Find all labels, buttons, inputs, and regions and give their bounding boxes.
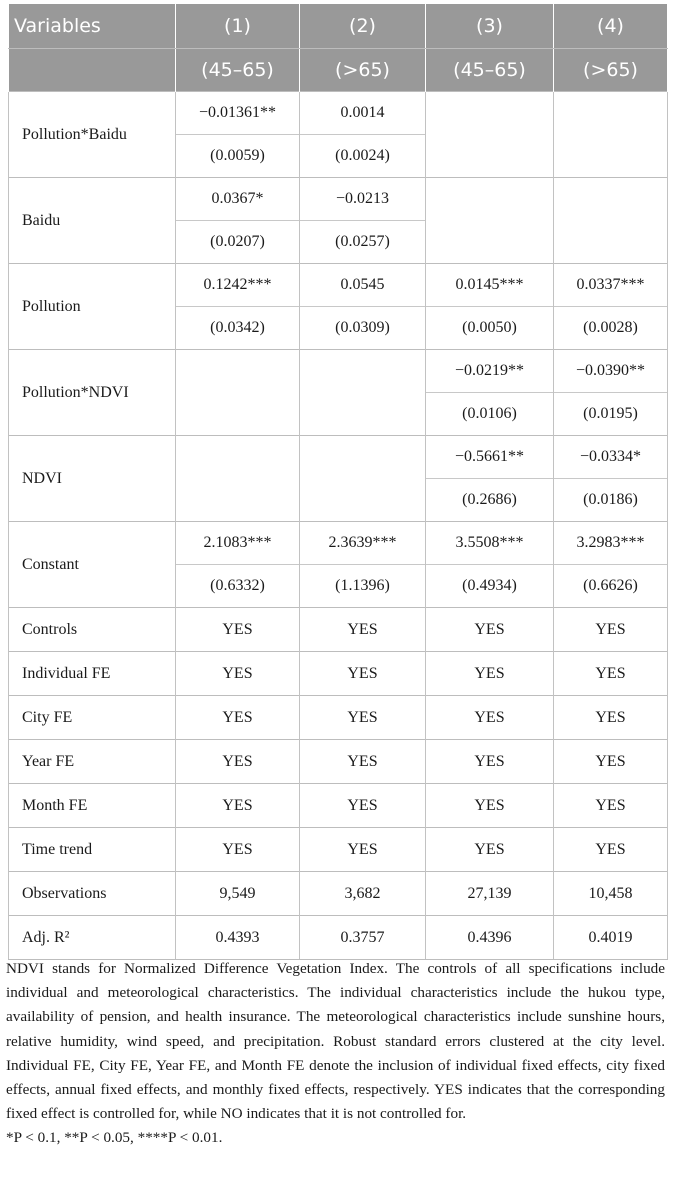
se-cell: (0.0059) xyxy=(176,135,300,178)
row-label: NDVI xyxy=(9,436,176,522)
se-cell: (0.0106) xyxy=(426,393,554,436)
se-cell: (0.6332) xyxy=(176,565,300,608)
se-cell: (0.0028) xyxy=(554,307,668,350)
coef-row-constant xyxy=(9,522,668,565)
value-cell: YES xyxy=(426,828,554,872)
value-cell: YES xyxy=(300,608,426,652)
se-cell: (0.0207) xyxy=(176,221,300,264)
coef-row-ndvi xyxy=(9,436,668,479)
se-cell: (0.6626) xyxy=(554,565,668,608)
value-cell: YES xyxy=(426,608,554,652)
row-label: Adj. R² xyxy=(9,916,176,960)
value-cell: YES xyxy=(426,740,554,784)
se-cell: (1.1396) xyxy=(300,565,426,608)
coef-cell: 2.1083*** xyxy=(176,522,300,565)
value-cell: YES xyxy=(554,784,668,828)
se-cell: (0.0195) xyxy=(554,393,668,436)
row-label: Baidu xyxy=(9,178,176,264)
value-cell: 0.4396 xyxy=(426,916,554,960)
significance-note: *P < 0.1, **P < 0.05, ****P < 0.01. xyxy=(6,1129,223,1147)
value-cell: YES xyxy=(426,652,554,696)
se-cell: (0.0024) xyxy=(300,135,426,178)
row-label: Constant xyxy=(9,522,176,608)
table-header xyxy=(9,4,668,92)
header-col-3: (3) xyxy=(426,4,554,49)
row-label: Time trend xyxy=(9,828,176,872)
header-age-col-4: (>65) xyxy=(554,49,668,92)
row-city-fe xyxy=(9,696,668,740)
coef-cell: 0.0145*** xyxy=(426,264,554,307)
coef-cell: −0.0219** xyxy=(426,350,554,393)
coef-cell: 0.0337*** xyxy=(554,264,668,307)
value-cell: YES xyxy=(176,740,300,784)
value-cell: YES xyxy=(300,652,426,696)
coef-row-pollution xyxy=(9,264,668,307)
row-month-fe xyxy=(9,784,668,828)
value-cell: YES xyxy=(300,696,426,740)
coef-cell xyxy=(176,350,300,436)
coef-cell: 0.1242*** xyxy=(176,264,300,307)
header-variables: Variables xyxy=(9,4,176,49)
coef-cell: 2.3639*** xyxy=(300,522,426,565)
value-cell: YES xyxy=(176,828,300,872)
value-cell: 0.4019 xyxy=(554,916,668,960)
header-row-age-groups xyxy=(9,49,668,92)
value-cell: YES xyxy=(300,828,426,872)
header-row-columns xyxy=(9,4,668,49)
coef-cell xyxy=(426,178,554,264)
row-label: Year FE xyxy=(9,740,176,784)
coef-cell xyxy=(176,436,300,522)
coef-cell xyxy=(554,92,668,178)
value-cell: YES xyxy=(426,784,554,828)
header-col-2: (2) xyxy=(300,4,426,49)
se-cell: (0.0186) xyxy=(554,479,668,522)
coef-cell: 3.2983*** xyxy=(554,522,668,565)
header-age-col-3: (45–65) xyxy=(426,49,554,92)
coef-cell: −0.01361** xyxy=(176,92,300,135)
value-cell: YES xyxy=(176,696,300,740)
notes-text: NDVI stands for Normalized Difference Vegetation Index. The controls of all specifications include individual and meteorological characteristics. The individual characteristics include the hukou type, availability of pension, and health insurance. The meteorological characteristics include sunshine hours, relative humidity, wind speed, and precipitation. Robust standard errors clustered at the city level. Individual FE, City FE, Year FE, and Month FE denote the inclusion of individual fixed effects, city fixed effects, annual fixed effects, and monthly fixed effects, respectively. YES indicates that the corresponding fixed effect is controlled for, while NO indicates that it is not controlled for. xyxy=(6,960,665,1123)
value-cell: 10,458 xyxy=(554,872,668,916)
se-cell: (0.0050) xyxy=(426,307,554,350)
header-age-col-2: (>65) xyxy=(300,49,426,92)
se-cell: (0.4934) xyxy=(426,565,554,608)
row-label: City FE xyxy=(9,696,176,740)
row-label: Pollution xyxy=(9,264,176,350)
value-cell: YES xyxy=(176,608,300,652)
row-label: Month FE xyxy=(9,784,176,828)
coef-cell xyxy=(426,92,554,178)
header-col-4: (4) xyxy=(554,4,668,49)
value-cell: 3,682 xyxy=(300,872,426,916)
header-empty xyxy=(9,49,176,92)
row-label: Controls xyxy=(9,608,176,652)
coef-cell: −0.5661** xyxy=(426,436,554,479)
row-label: Individual FE xyxy=(9,652,176,696)
value-cell: YES xyxy=(554,652,668,696)
coef-cell: 0.0545 xyxy=(300,264,426,307)
coef-cell: 0.0014 xyxy=(300,92,426,135)
row-label: Pollution*Baidu xyxy=(9,92,176,178)
row-year-fe xyxy=(9,740,668,784)
row-time-trend xyxy=(9,828,668,872)
header-col-1: (1) xyxy=(176,4,300,49)
coef-cell: 3.5508*** xyxy=(426,522,554,565)
table-notes xyxy=(6,957,665,1151)
row-label: Observations xyxy=(9,872,176,916)
coef-cell: 0.0367* xyxy=(176,178,300,221)
coef-row-baidu xyxy=(9,178,668,221)
value-cell: YES xyxy=(554,608,668,652)
value-cell: YES xyxy=(300,784,426,828)
coef-row-pollution-baidu xyxy=(9,92,668,135)
value-cell: YES xyxy=(176,784,300,828)
row-label: Pollution*NDVI xyxy=(9,350,176,436)
value-cell: 27,139 xyxy=(426,872,554,916)
se-cell: (0.0309) xyxy=(300,307,426,350)
row-adj-r2 xyxy=(9,916,668,960)
se-cell: (0.0342) xyxy=(176,307,300,350)
value-cell: 9,549 xyxy=(176,872,300,916)
row-controls xyxy=(9,608,668,652)
coef-cell xyxy=(300,350,426,436)
coef-cell: −0.0390** xyxy=(554,350,668,393)
value-cell: YES xyxy=(300,740,426,784)
value-cell: YES xyxy=(426,696,554,740)
se-cell: (0.2686) xyxy=(426,479,554,522)
value-cell: YES xyxy=(554,828,668,872)
coef-row-pollution-ndvi xyxy=(9,350,668,393)
value-cell: 0.3757 xyxy=(300,916,426,960)
value-cell: YES xyxy=(554,740,668,784)
se-cell: (0.0257) xyxy=(300,221,426,264)
value-cell: YES xyxy=(176,652,300,696)
coef-cell xyxy=(300,436,426,522)
header-age-col-1: (45–65) xyxy=(176,49,300,92)
coef-cell xyxy=(554,178,668,264)
coef-cell: −0.0334* xyxy=(554,436,668,479)
regression-table xyxy=(8,4,668,960)
coef-cell: −0.0213 xyxy=(300,178,426,221)
row-individual-fe xyxy=(9,652,668,696)
row-observations xyxy=(9,872,668,916)
value-cell: 0.4393 xyxy=(176,916,300,960)
value-cell: YES xyxy=(554,696,668,740)
